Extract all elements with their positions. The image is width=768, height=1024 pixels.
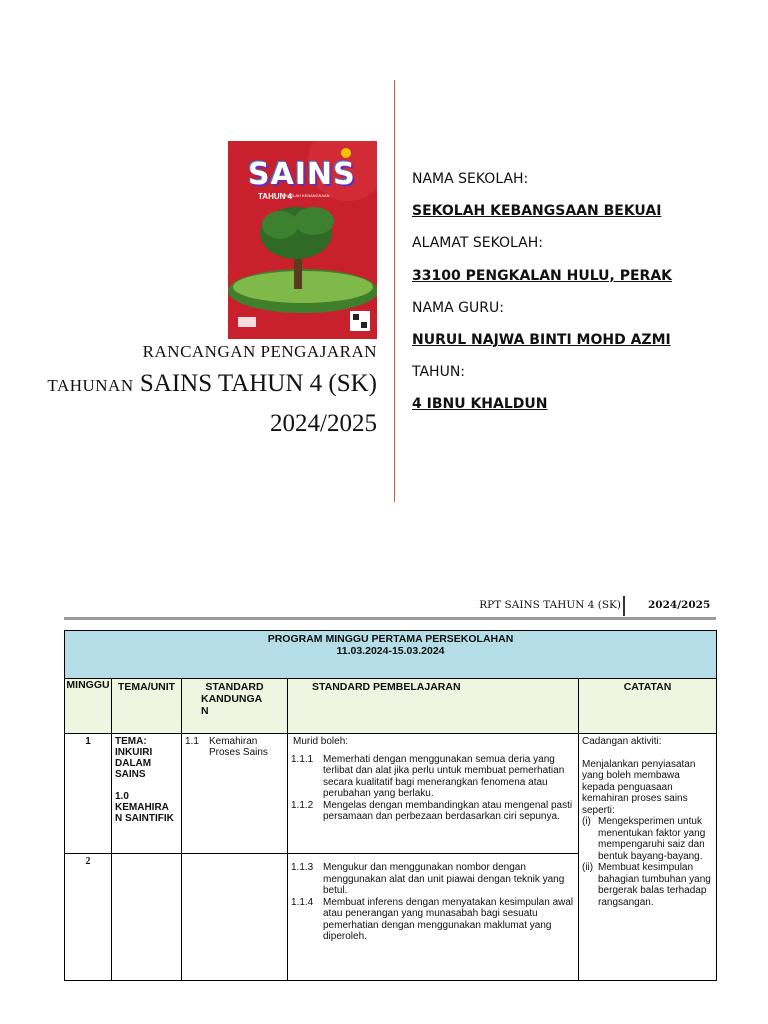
program-title: PROGRAM MINGGU PERTAMA PERSEKOLAHAN [267, 633, 514, 645]
catatan-item-text: Membuat kesimpulan bahagian tumbuhan yang bergerak balas terhadap rangsangan. [598, 862, 711, 908]
sk-number: 1.1 [185, 736, 199, 747]
class-year: 4 IBNU KHALDUN [412, 396, 548, 413]
sp-text: Mengukur dan menggunakan nombor dengan menggunakan alat dan unit piawai dengan teknik yang betul. [323, 862, 565, 896]
cover-subtitle: TAHUN 4 [258, 192, 293, 201]
week-cell: 2 [65, 854, 112, 981]
program-cell [65, 631, 717, 679]
tema-text: SAINS [115, 769, 146, 780]
header-sk-line3: N [201, 705, 209, 717]
plan-title-prefix: TAHUNAN [47, 376, 134, 395]
sp-item [291, 897, 575, 943]
plan-title-line1: RANCANGAN PENGAJARAN [142, 342, 377, 361]
catatan-item [582, 816, 713, 862]
running-header-title: RPT SAINS TAHUN 4 (SK) [479, 599, 621, 611]
unit-number: 1.0 [115, 791, 129, 802]
school-address: 33100 PENGKALAN HULU, PERAK [412, 267, 672, 284]
unit-text: KEMAHIRA [115, 802, 169, 813]
sp-number: 1.1.3 [291, 862, 314, 873]
school-name: SEKOLAH KEBANGSAAN BEKUAI [412, 203, 662, 220]
week-cell: 1 [65, 734, 112, 854]
header-rule [64, 617, 716, 620]
catatan-item-text: Mengeksperimen untuk menentukan faktor yang mempengaruhi saiz dan bentuk bayang-bayang. [598, 816, 706, 862]
header-minggu: MINGGU [65, 679, 112, 734]
rpt-table [64, 630, 717, 981]
header-sk-line1: STANDARD [205, 681, 264, 693]
catatan-item [582, 862, 713, 908]
program-dates: 11.03.2024-15.03.2024 [336, 645, 445, 657]
sp-text: Memerhati dengan menggunakan semua deria yang terlibat dan alat jika perlu untuk membuat pemerhatian secara kualitatif bagi menerangkan fenomena atau perubahan yang berlaku. [323, 753, 565, 799]
catatan-body: Menjalankan penyiasatan yang boleh membawa kepada penguasaan kemahiran proses sains seperti: [582, 758, 696, 816]
standard-kandungan-cell [182, 854, 288, 981]
catatan-item-number: (ii) [582, 862, 594, 873]
running-header-year: 2024/2025 [648, 599, 711, 611]
school-info [412, 170, 752, 428]
year-label: TAHUN: [412, 364, 466, 381]
sp-text: Membuat inferens dengan menyatakan kesimpulan awal atau penerangan yang munasabah bagi sesuatu pemerhatian dengan menggunakan maklumat yang diperoleh. [323, 896, 574, 942]
textbook-cover-image [228, 141, 377, 339]
catatan-cell [579, 734, 717, 981]
running-header-separator [623, 596, 625, 616]
cover-school-type: SEKOLAH KEBANGSAAN [282, 193, 330, 198]
sp-text: Mengelas dengan membandingkan atau mengenal pasti persamaan dan perbezaan berdasarkan ciri sepunya. [323, 799, 573, 822]
header-catatan: CATATAN [579, 679, 717, 734]
cover-title: SAINS [248, 157, 356, 192]
sp-item [291, 754, 575, 800]
sp-number: 1.1.4 [291, 896, 314, 908]
vertical-divider [394, 80, 395, 502]
teacher-label: NAMA GURU: [412, 299, 504, 316]
table-header-row [65, 679, 717, 734]
sp-item [291, 862, 575, 897]
catatan-item-number: (i) [582, 816, 591, 827]
catatan-intro: Cadangan aktiviti: [582, 736, 662, 747]
sp-intro: Murid boleh: [293, 736, 349, 747]
header-standard-pembelajaran: STANDARD PEMBELAJARAN [288, 679, 579, 734]
standard-pembelajaran-cell [288, 734, 579, 854]
header-tema: TEMA/UNIT [112, 679, 182, 734]
sp-item [291, 800, 575, 823]
plan-title-main: SAINS TAHUN 4 (SK) [139, 370, 377, 397]
sp-number: 1.1.1 [291, 753, 314, 765]
tema-cell [112, 734, 182, 854]
school-address-label: ALAMAT SEKOLAH: [412, 235, 543, 252]
teacher-name: NURUL NAJWA BINTI MOHD AZMI [412, 331, 671, 348]
plan-title-year: 2024/2025 [270, 410, 377, 437]
header-sk-line2: KANDUNGA [201, 693, 263, 705]
table-row [65, 734, 717, 854]
unit-text: N SAINTIFIK [115, 813, 174, 824]
program-row [65, 631, 717, 679]
plan-title-line2 [47, 370, 377, 398]
school-name-label: NAMA SEKOLAH: [412, 171, 529, 187]
tema-text: INKUIRI [115, 747, 153, 758]
tema-label: TEMA: [115, 736, 147, 747]
sk-text: Kemahiran Proses Sains [209, 736, 268, 758]
tema-text: DALAM [115, 758, 152, 769]
header-standard-kandungan [182, 679, 288, 734]
standard-kandungan-cell [182, 734, 288, 854]
standard-pembelajaran-cell [288, 854, 579, 981]
tema-cell [112, 854, 182, 981]
sp-number: 1.1.2 [291, 799, 314, 811]
